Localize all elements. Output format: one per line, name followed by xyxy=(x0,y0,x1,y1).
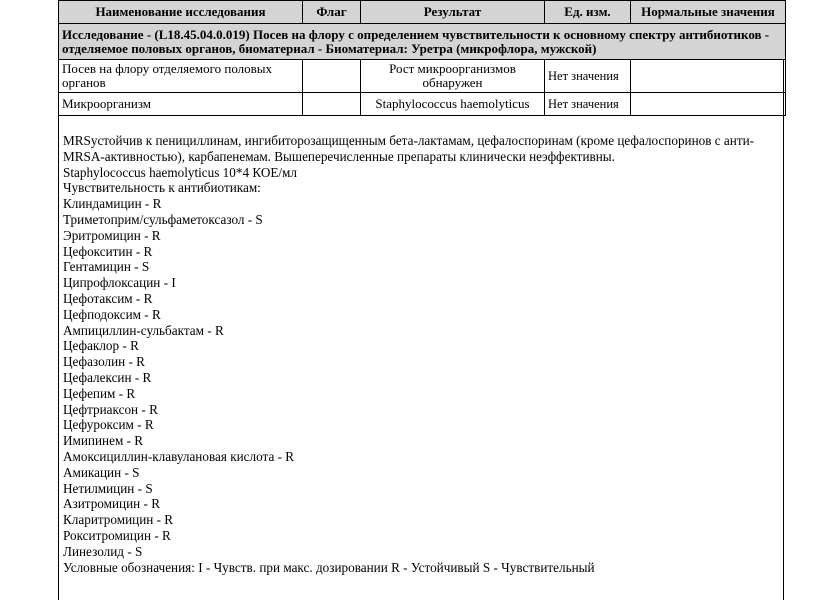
antibiotic-item: Эритромицин - R xyxy=(63,227,161,243)
table-row xyxy=(59,60,786,93)
header-unit: Ед. изм. xyxy=(545,1,631,24)
legend-text: Условные обозначения: I - Чувств. при макс. дозировании R - Устойчивый S - Чувствительный xyxy=(63,559,595,575)
resistance-note: MRSустойчив к пенициллинам, ингибиторозащищенным бета-лактамам, цефалоспоринам (кроме цефалоспоринов с анти-MRSA-активностью), карбапенемам. Вышеперечисленные препараты клинически неэффективны. xyxy=(63,133,755,164)
antibiotic-item: Цефалексин - R xyxy=(63,369,152,385)
antibiotic-item: Цефуроксим - R xyxy=(63,417,154,433)
sensitivity-title: Чувствительность к антибиотикам: xyxy=(63,180,261,196)
antibiotic-item: Цефподоксим - R xyxy=(63,306,161,322)
antibiotic-item: Кларитромицин - R xyxy=(63,512,174,528)
header-reference: Нормальные значения xyxy=(631,1,786,24)
comment-block xyxy=(63,133,781,575)
table-row xyxy=(59,93,786,116)
row-unit: Нет значения xyxy=(545,60,631,93)
antibiotic-item: Амикацин - S xyxy=(63,464,140,480)
results-table xyxy=(58,0,786,116)
header-flag: Флаг xyxy=(303,1,361,24)
row-reference xyxy=(631,60,786,93)
organism-count: Staphylococcus haemolyticus 10*4 КОЕ/мл xyxy=(63,164,297,180)
row-result: Рост микроорганизмов обнаружен xyxy=(361,60,545,93)
row-flag xyxy=(303,60,361,93)
row-name: Посев на флору отделяемого половых органов xyxy=(59,60,303,93)
row-result: Staphylococcus haemolyticus xyxy=(361,93,545,116)
antibiotic-item: Цефотаксим - R xyxy=(63,290,153,306)
row-flag xyxy=(303,93,361,116)
antibiotic-item: Рокситромицин - R xyxy=(63,527,171,543)
antibiotic-item: Цефаклор - R xyxy=(63,338,139,354)
table-header-row xyxy=(59,1,786,24)
row-reference xyxy=(631,93,786,116)
antibiotic-item: Цефазолин - R xyxy=(63,354,145,370)
antibiotic-item: Клиндамицин - R xyxy=(63,196,162,212)
antibiotic-item: Имипинем - R xyxy=(63,433,144,449)
antibiotic-item: Азитромицин - R xyxy=(63,496,161,512)
section-title: Исследование - (L18.45.04.0.019) Посев на флору с определением чувствительности к основному спектру антибиотиков - отделяемое половых органов, биоматериал - Биоматериал: Уретра (микрофлора, мужской) xyxy=(59,24,786,60)
antibiotic-list xyxy=(63,196,781,559)
antibiotic-item: Линезолид - S xyxy=(63,543,143,559)
row-name: Микроорганизм xyxy=(59,93,303,116)
antibiotic-item: Ампициллин-сульбактам - R xyxy=(63,322,224,338)
antibiotic-item: Цефепим - R xyxy=(63,385,136,401)
section-row xyxy=(59,24,786,60)
antibiotic-item: Амоксициллин-клавулановая кислота - R xyxy=(63,448,295,464)
antibiotic-item: Цефтриаксон - R xyxy=(63,401,158,417)
antibiotic-item: Триметоприм/сульфаметоксазол - S xyxy=(63,211,263,227)
header-name: Наименование исследования xyxy=(59,1,303,24)
antibiotic-item: Нетилмицин - S xyxy=(63,480,153,496)
antibiotic-item: Цефокситин - R xyxy=(63,243,153,259)
row-unit: Нет значения xyxy=(545,93,631,116)
antibiotic-item: Гентамицин - S xyxy=(63,259,150,275)
header-result: Результат xyxy=(361,1,545,24)
antibiotic-item: Ципрофлоксацин - I xyxy=(63,275,176,291)
